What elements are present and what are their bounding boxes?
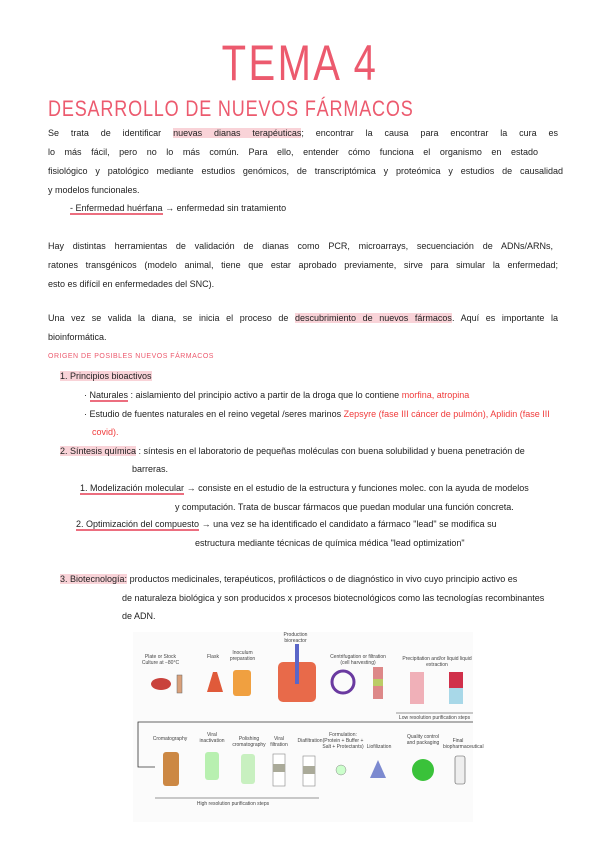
- polishing-column-icon: [241, 754, 255, 784]
- intro-line-2: lo más fácil, pero no lo más común. Para ello, entender cómo funciona el organismo en estado: [48, 147, 538, 157]
- text: Una vez se valida la diana, se inicia el proceso de: [48, 313, 295, 323]
- text: : aislamiento del principio activo a partir de la droga que lo contiene: [128, 390, 402, 400]
- centrifuge-cycle-icon: [332, 671, 354, 693]
- origin-s3-cont: de naturaleza biológica y son producidos x procesos biotecnológicos como las tecnologías recombinantes: [122, 593, 545, 603]
- discovery-line-2: bioinformática.: [48, 332, 107, 342]
- subheading: 2. Síntesis química: [60, 446, 137, 456]
- text: productos medicinales, terapéuticos, profilácticos o de diagnóstico in vivo cuyo principio activo es: [127, 574, 518, 584]
- petri-dish-icon: [151, 678, 171, 690]
- vial-icon: [455, 756, 465, 784]
- inactivation-vessel-icon: [205, 752, 219, 780]
- step-label: Diafiltration: [297, 738, 323, 744]
- highlight: nuevas dianas terapéuticas: [173, 128, 302, 138]
- origin-s2-item-2: [76, 518, 497, 530]
- discovery-line-1: [48, 312, 558, 324]
- example: Zepsyre (fase III cáncer de pulmón), Aplidin (fase III: [343, 409, 550, 419]
- subheading: 1. Principios bioactivos: [60, 371, 152, 381]
- step-label: Centrifugation or filtration (cell harvesting): [330, 654, 386, 666]
- origin-s1: [60, 370, 152, 382]
- step-label: Cromatography: [152, 736, 188, 742]
- bioprocess-figure: [133, 632, 484, 822]
- chromatography-column-icon: [163, 752, 179, 786]
- term: 2. Optimización del compuesto: [76, 519, 200, 529]
- subheading: 3. Biotecnología:: [60, 574, 128, 584]
- extraction-column-1-icon: [410, 672, 424, 704]
- intro-line-3: fisiológico y patológico mediante estudios genómicos, de transcriptómica y proteómica y estudios de causalidad: [48, 166, 563, 176]
- step-label: Polishing cromatography: [232, 736, 266, 748]
- origin-s2-cont: barreras.: [132, 464, 169, 474]
- step-label: Inoculum preparation: [229, 650, 256, 662]
- term: Naturales: [89, 390, 129, 400]
- page-title: TEMA 4: [221, 35, 379, 91]
- step-label: Formulation: (Protein + Buffer + Salt + Protectants): [322, 732, 364, 750]
- origin-s3-cont-2: de ADN.: [122, 611, 156, 621]
- flask-icon: [207, 672, 223, 692]
- term: 1. Modelización molecular: [80, 483, 185, 493]
- step-label: Flask: [207, 654, 219, 660]
- inoculum-vessel-icon: [233, 670, 251, 696]
- step-label: Viral filtration: [270, 736, 288, 748]
- section-heading: DESARROLLO DE NUEVOS FÁRMACOS: [48, 96, 414, 121]
- text: Se trata de identificar: [48, 128, 174, 138]
- step-label: Liofilization: [366, 744, 392, 750]
- high-res-label: High resolution purification steps: [196, 801, 270, 807]
- lyophilization-icon: [370, 760, 386, 778]
- origin-s2-item-2-cont: estructura mediante técnicas de química médica "lead optimization": [195, 538, 465, 548]
- tools-line-1: Hay distintas herramientas de validación de dianas como PCR, microarrays, secuenciación de ADNs/ARNs,: [48, 241, 553, 251]
- step-label: Quality control and packaging: [406, 734, 440, 746]
- text: → una vez se ha identificado el candidato a fármaco "lead" se modifica su: [199, 519, 497, 529]
- highlight: descubrimiento de nuevos fármacos: [294, 313, 452, 323]
- text: ; encontrar la causa para encontrar la cura es: [301, 128, 558, 138]
- intro-line-4: y modelos funcionales.: [48, 185, 140, 195]
- origin-s1-bullet-2: · Estudio de fuentes naturales en el reino vegetal /seres marinos Zepsyre (fase III cáncer de pulmón), Aplidin (fase III: [84, 409, 550, 419]
- origin-s1-bullet-2-cont: covid).: [92, 427, 119, 437]
- tools-line-3: esto es difícil en enfermedades del SNC).: [48, 279, 215, 289]
- orphan-disease-bullet: [70, 202, 286, 214]
- origin-s3: [60, 573, 517, 585]
- term: - Enfermedad huérfana: [70, 203, 163, 213]
- text: → consiste en el estudio de la estructura y funciones molec. con la ayuda de modelos: [184, 483, 529, 493]
- extraction-column-2-icon: [449, 672, 463, 688]
- origin-s2: [60, 445, 525, 457]
- text: Estudio de fuentes naturales en el reino vegetal /seres marinos: [89, 409, 344, 419]
- origin-s1-bullet-1: · Naturales : aislamiento del principio activo a partir de la droga que lo contiene morfina, atropina: [84, 390, 470, 400]
- step-label: Plate or Stock Culture at −80°C: [141, 654, 180, 666]
- step-label: Production bioreactor: [283, 632, 308, 644]
- step-label: Viral inactivation: [199, 732, 225, 744]
- origin-s2-item-1-cont: y computación. Trata de buscar fármacos que puedan modular una función concreta.: [175, 502, 514, 512]
- tube-icon: [177, 675, 182, 693]
- step-label: Final biopharmaceutical: [443, 738, 484, 750]
- origin-heading: ORIGEN DE POSIBLES NUEVOS FÁRMACOS: [48, 353, 214, 360]
- definition: → enfermedad sin tratamiento: [162, 203, 287, 213]
- origin-s2-item-1: [80, 482, 529, 494]
- intro-line-1: [48, 127, 558, 139]
- formulation-icon: [336, 765, 346, 775]
- step-label: Precipitation and/or liquid liquid extraction: [402, 656, 472, 668]
- tools-line-2: ratones transgénicos (modelo animal, tiene que estar aprobado previamente, sirve para simular la enfermedad;: [48, 260, 558, 270]
- text: . Aquí es importante la: [451, 313, 558, 323]
- quality-control-icon: [412, 759, 434, 781]
- low-res-label: Low resolution purification steps: [398, 715, 471, 721]
- text: : síntesis en el laboratorio de pequeñas moléculas con buena solubilidad y buena penetración de: [136, 446, 525, 456]
- example: morfina, atropina: [401, 390, 470, 400]
